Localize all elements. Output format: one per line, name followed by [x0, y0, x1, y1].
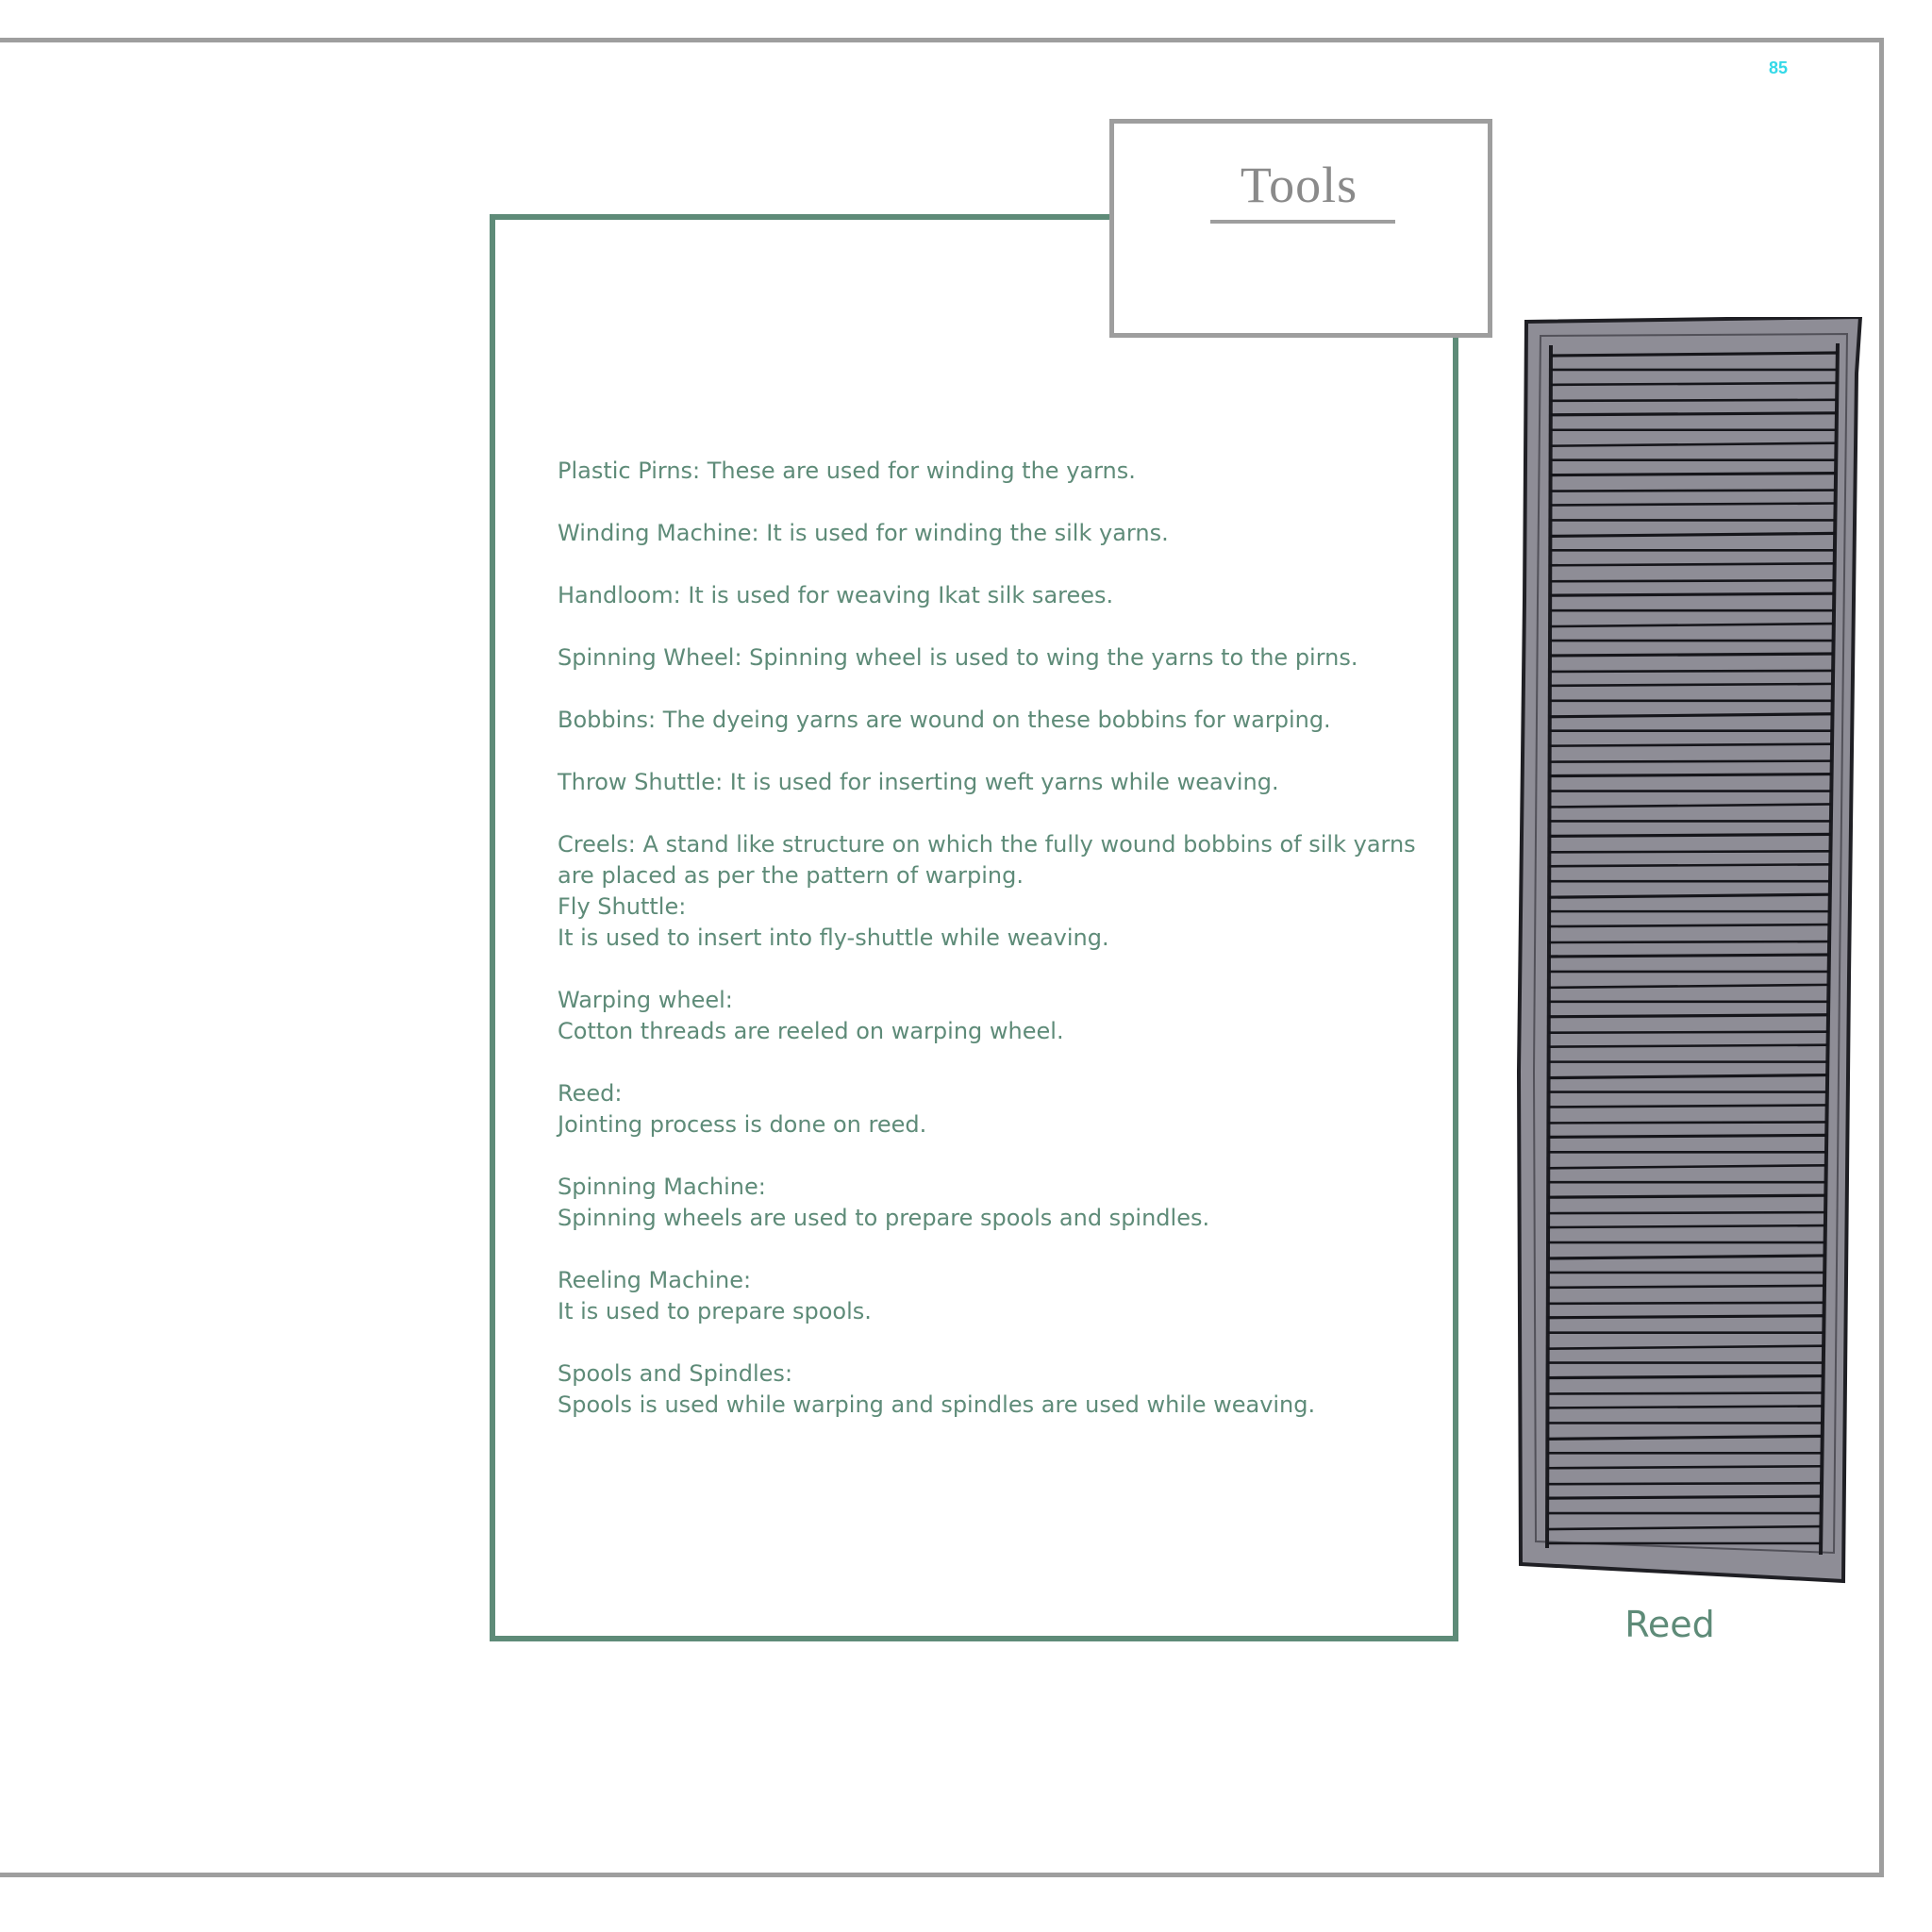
title-underline [1210, 220, 1395, 224]
reed-slat [1550, 654, 1834, 656]
reed-slat [1549, 1015, 1828, 1017]
reed-slat [1551, 413, 1837, 415]
title-box [1109, 119, 1492, 338]
reed-slat [1550, 580, 1834, 581]
reed-frame [1519, 317, 1860, 1581]
tool-entry [558, 642, 1425, 674]
tool-entry [558, 456, 1425, 487]
tool-line: It is used to insert into fly-shuttle while weaving. [558, 924, 1109, 951]
tool-entry [558, 580, 1425, 611]
tool-entry [558, 705, 1425, 736]
page-title: Tools [1240, 157, 1358, 213]
reed-slat [1548, 1316, 1824, 1318]
tool-line: Cotton threads are reeled on warping wheel. [558, 1018, 1064, 1044]
tool-line: Plastic Pirns: These are used for winding the yarns. [558, 458, 1136, 484]
reed-slat [1550, 671, 1833, 672]
tool-line: are placed as per the pattern of warping. [558, 862, 1024, 889]
reed-slat [1548, 1122, 1826, 1123]
tool-entry [558, 1265, 1425, 1327]
reed-slat [1548, 1135, 1826, 1137]
reed-slat [1549, 851, 1830, 852]
reed-slat [1551, 400, 1837, 401]
reed-slat [1548, 1393, 1824, 1394]
tool-line: Reed: [558, 1080, 623, 1107]
reed-slat [1549, 941, 1829, 942]
tool-line: Creels: A stand like structure on which the fully wound bobbins of silk yarns [558, 831, 1416, 858]
reed-slat [1549, 1032, 1828, 1033]
tool-line: It is used to prepare spools. [558, 1298, 872, 1324]
tool-entry [558, 518, 1425, 549]
tool-line: Spinning Machine: [558, 1174, 766, 1200]
tool-line: Fly Shuttle: [558, 893, 687, 920]
tool-line: Handloom: It is used for weaving Ikat silk sarees. [558, 582, 1114, 608]
tool-entry [558, 767, 1425, 798]
tool-line: Throw Shuttle: It is used for inserting weft yarns while weaving. [558, 769, 1279, 795]
reed-slat [1551, 474, 1837, 475]
tool-line: Warping wheel: [558, 987, 733, 1013]
reed-slat [1549, 834, 1830, 836]
reed-slat [1550, 593, 1834, 595]
tool-line: Jointing process is done on reed. [558, 1111, 927, 1138]
reed-slat [1547, 1483, 1822, 1484]
tool-line: Spools is used while warping and spindles are used while weaving. [558, 1391, 1316, 1418]
reed-slat [1547, 1496, 1822, 1498]
tool-entry [558, 1358, 1425, 1421]
reed-slat [1548, 1303, 1824, 1304]
reed-slat [1550, 761, 1832, 762]
reed-illustration [1517, 317, 1870, 1589]
figure-caption: Reed [1624, 1604, 1715, 1645]
reed-slat [1548, 1212, 1825, 1213]
tool-line: Spools and Spindles: [558, 1360, 793, 1387]
reed-slat [1548, 1376, 1824, 1378]
page-number: 85 [1769, 58, 1789, 77]
tool-line: Winding Machine: It is used for winding the silk yarns. [558, 520, 1169, 546]
tools-list [558, 456, 1425, 1452]
tool-entry [558, 1078, 1425, 1141]
reed-slat [1550, 774, 1832, 776]
tool-entry [558, 1172, 1425, 1234]
reed-slat [1549, 955, 1829, 957]
tool-entry [558, 985, 1425, 1047]
tool-line: Reeling Machine: [558, 1267, 752, 1293]
tool-line: Spinning Wheel: Spinning wheel is used to wing the yarns to the pirns. [558, 644, 1358, 671]
tool-line: Spinning wheels are used to prepare spools and spindles. [558, 1205, 1210, 1231]
reed-slat [1548, 1195, 1825, 1197]
tool-line: Bobbins: The dyeing yarns are wound on these bobbins for warping. [558, 707, 1331, 733]
tool-entry [558, 829, 1425, 954]
